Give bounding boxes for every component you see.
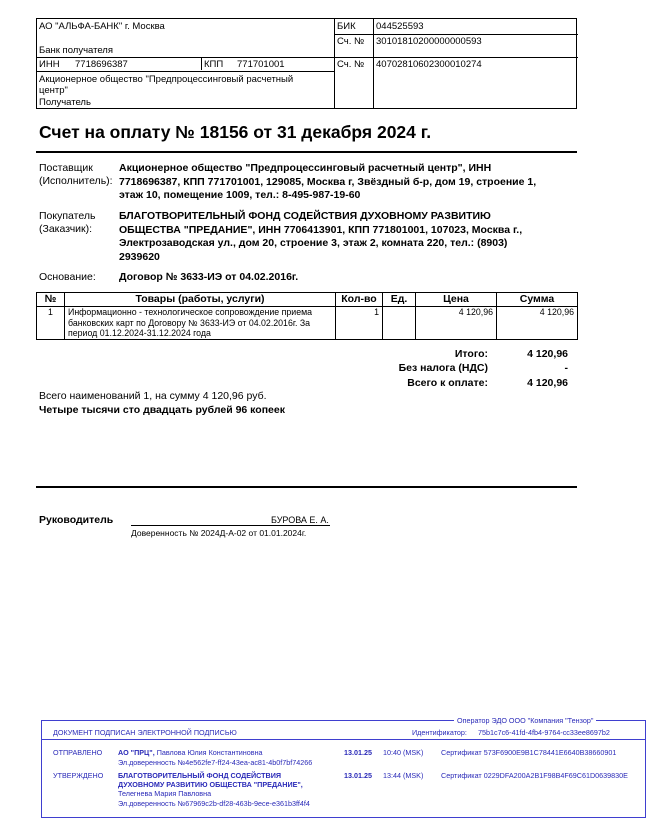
itogo-value: 4 120,96 <box>527 348 568 360</box>
head-role-label: Руководитель <box>39 514 114 526</box>
buyer-line-1: БЛАГОТВОРИТЕЛЬНЫЙ ФОНД СОДЕЙСТВИЯ ДУХОВНОМУ РАЗВИТИЮ <box>119 210 491 222</box>
basis-label: Основание: <box>39 271 96 283</box>
bik-value: 044525593 <box>376 21 424 32</box>
edo-id: 75b1c7c6-41fd-4fb4-9764-cc33ee8697b2 <box>478 728 610 737</box>
supplier-label-sub: (Исполнитель): <box>39 175 113 187</box>
supplier-line-2: 7718696387, КПП 771701001, 129085, Москва г, Звёздный б-р, дом 19, строение 1, <box>119 175 537 188</box>
edo-sent-label: ОТПРАВЛЕНО <box>53 748 103 757</box>
buyer-line-3: Электрозаводская ул., дом 20, строение 3, этаж 2, комната 220, тел.: (8903) <box>119 237 508 249</box>
edo-id-label: Идентификатор: <box>412 728 467 737</box>
edo-approved-date: 13.01.25 <box>344 771 372 780</box>
buyer-line-4: 2939620 <box>119 250 160 263</box>
row-sum: 4 120,96 <box>497 307 578 340</box>
recipient-name: Акционерное общество "Предпроцессинговый расчетный центр" <box>39 74 294 96</box>
items-table <box>36 292 578 340</box>
buyer-label-sub: (Заказчик): <box>39 223 93 235</box>
itogo-label: Итого: <box>454 348 488 360</box>
buyer-line-2: ОБЩЕСТВА "ПРЕДАНИЕ", ИНН 7706413901, КПП 771801001, 107023, Москва г., <box>119 223 523 236</box>
bank-name: АО "АЛЬФА-БАНК" г. Москва <box>39 21 165 32</box>
edo-sent-cert: Сертификат 573F6900E9B1C78441E6640B38660901 <box>441 748 617 757</box>
inn-value: 7718696387 <box>75 59 128 70</box>
edo-signature-stamp <box>41 716 646 818</box>
row-price: 4 120,96 <box>416 307 497 340</box>
account-label: Сч. № <box>337 59 365 70</box>
row-description-line: банковских карт по Договору № 3633-ИЭ от 04.02.2016г. За <box>68 317 311 328</box>
corr-account-value: 30101810200000000593 <box>376 36 482 47</box>
signature-line <box>131 525 330 526</box>
corr-account-label: Сч. № <box>337 36 365 47</box>
total-value: 4 120,96 <box>527 377 568 389</box>
edo-sent-org: АО "ПРЦ", <box>118 748 155 757</box>
edo-approved-label: УТВЕРЖДЕНО <box>53 771 104 780</box>
edo-sent-person: Павлова Юлия Константиновна <box>154 748 263 757</box>
row-description-line: Информационно - технологическое сопровождение приема <box>68 307 313 317</box>
kpp-value: 771701001 <box>237 59 285 70</box>
edo-approved-power: Эл.доверенность №67969c2b-df28-463b-9ece-e361b3ff4f4 <box>118 799 310 808</box>
edo-signed-label: ДОКУМЕНТ ПОДПИСАН ЭЛЕКТРОННОЙ ПОДПИСЬЮ <box>53 728 237 737</box>
items-header-row <box>37 293 578 307</box>
col-header-num: № <box>37 293 65 307</box>
power-of-attorney: Доверенность № 2024Д-А-02 от 01.01.2024г. <box>131 528 307 538</box>
col-header-price: Цена <box>416 293 497 307</box>
row-description <box>65 307 336 340</box>
col-header-unit: Ед. <box>383 293 416 307</box>
edo-operator: Оператор ЭДО ООО "Компания "Тензор" <box>454 716 596 725</box>
table-row <box>37 307 578 340</box>
edo-approved-person: Телегнева Мария Павловна <box>118 789 212 798</box>
inn-label: ИНН <box>39 59 60 70</box>
amount-in-words: Четыре тысячи сто двадцать рублей 96 копеек <box>39 404 285 416</box>
items-count-line: Всего наименований 1, на сумму 4 120,96 руб. <box>39 390 267 402</box>
col-header-goods: Товары (работы, услуги) <box>65 293 336 307</box>
edo-sent-time: 10:40 (MSK) <box>383 748 424 757</box>
invoice-title: Счет на оплату № 18156 от 31 декабря 2024 г. <box>39 122 432 142</box>
bank-details-table <box>36 18 577 109</box>
title-rule <box>36 151 577 153</box>
buyer-label: Покупатель <box>39 210 96 222</box>
basis-value: Договор № 3633-ИЭ от 04.02.2016г. <box>119 271 299 283</box>
supplier-line-3: этаж 10, помещение 1009, тел.: 8-495-987-19-60 <box>119 189 361 201</box>
account-value: 40702810602300010274 <box>376 59 482 70</box>
edo-approved-org-2: ДУХОВНОМУ РАЗВИТИЮ ОБЩЕСТВА "ПРЕДАНИЕ", <box>118 780 303 789</box>
row-unit <box>383 307 416 340</box>
supplier-label: Поставщик <box>39 162 93 174</box>
edo-sent-party <box>118 748 263 757</box>
recipient-label: Получатель <box>39 97 91 108</box>
edo-sent-power: Эл.доверенность №4e562fe7-ff24-43ea-ac81-4b0f7bf74266 <box>118 758 313 767</box>
row-description-line: период 01.12.2024-31.12.2024 года <box>68 328 211 338</box>
edo-approved-org-1: БЛАГОТВОРИТЕЛЬНЫЙ ФОНД СОДЕЙСТВИЯ <box>118 771 282 780</box>
supplier-line-1: Акционерное общество "Предпроцессинговый расчетный центр", ИНН <box>119 162 492 174</box>
edo-approved-cert: Сертификат 0229DFA200A2B1F98B4F69C61D0639830E <box>441 771 628 780</box>
edo-sent-date: 13.01.25 <box>344 748 372 757</box>
section-rule <box>36 486 577 488</box>
edo-approved-time: 13:44 (MSK) <box>383 771 424 780</box>
col-header-qty: Кол-во <box>336 293 383 307</box>
row-num: 1 <box>37 307 65 340</box>
kpp-label: КПП <box>204 59 224 70</box>
bik-label: БИК <box>337 21 356 32</box>
head-name: БУРОВА Е. А. <box>271 515 329 525</box>
vat-label: Без налога (НДС) <box>398 362 488 374</box>
col-header-sum: Сумма <box>497 293 578 307</box>
recipient-bank-label: Банк получателя <box>39 45 113 56</box>
row-qty: 1 <box>336 307 383 340</box>
total-label: Всего к оплате: <box>407 377 488 389</box>
vat-value: - <box>564 362 568 374</box>
